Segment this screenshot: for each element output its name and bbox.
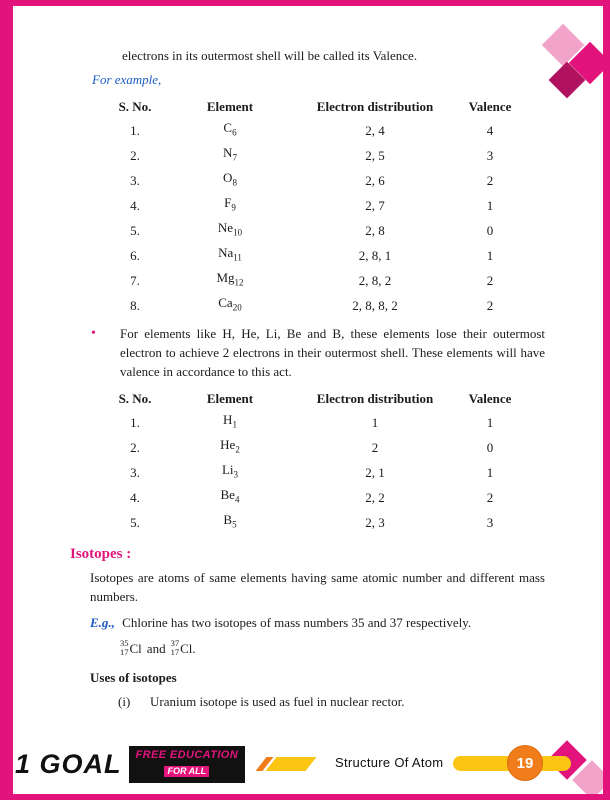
page-footer: [13, 742, 603, 788]
valence-table-2: [112, 387, 532, 535]
valence-cell: 2: [486, 273, 494, 288]
distribution-cell: 2, 7: [365, 198, 385, 213]
table-row: [112, 435, 532, 460]
sno-cell: 4.: [130, 198, 140, 213]
valence-cell: 1: [486, 465, 494, 480]
element-cell: $Mg_{12}$: [216, 270, 244, 288]
distribution-cell: 2, 8, 1: [358, 248, 392, 263]
decorative-bar: [453, 756, 571, 771]
mass-number: 35: [120, 638, 129, 648]
valence-cell: 1: [486, 415, 494, 430]
eg-text: Chlorine has two isotopes of mass numbers 35 and 37 respectively.: [122, 615, 472, 630]
bullet-icon: •: [91, 326, 96, 341]
element-cell: $H_1$: [223, 412, 237, 430]
sno-cell: 8.: [130, 298, 140, 313]
distribution-cell: 1: [371, 415, 379, 430]
valence-cell: 3: [486, 148, 494, 163]
table-row: [112, 118, 532, 143]
element-cell: $Na_{11}$: [218, 245, 242, 263]
sno-cell: 5.: [130, 223, 140, 238]
nuclide-numbers: [171, 639, 180, 657]
sno-cell: 7.: [130, 273, 140, 288]
page-border-right: [603, 0, 610, 800]
sno-cell: 2.: [130, 148, 140, 163]
valence-cell: 2: [486, 490, 494, 505]
header-element: Element: [206, 99, 254, 114]
list-item-text: Uranium isotope is used as fuel in nuclear rector.: [150, 694, 405, 709]
table-header-row: [112, 95, 532, 118]
mass-number: 37: [170, 638, 180, 648]
page-border-top: [0, 0, 610, 6]
page-border-left: [0, 0, 13, 800]
nuclide-numbers: [120, 639, 129, 657]
goal-logo: [15, 746, 245, 783]
bullet-text: For elements like H, He, Li, Be and B, these elements lose their outermost electron to achieve 2 electrons in their outermost shell. These elements will have valence in accordance to this act.: [120, 326, 545, 379]
table-row: [112, 460, 532, 485]
page-content: [13, 6, 603, 711]
valence-cell: 3: [486, 515, 494, 530]
header-sno: S. No.: [118, 99, 152, 114]
eg-label: E.g.,: [90, 615, 115, 630]
decorative-arrow-shape: [266, 757, 317, 771]
table-row: [112, 293, 532, 318]
table-row: [112, 243, 532, 268]
distribution-cell: 2, 2: [365, 490, 385, 505]
atomic-number: 17: [120, 647, 129, 657]
sno-cell: 1.: [130, 123, 140, 138]
sno-cell: 3.: [130, 173, 140, 188]
header-sno: S. No.: [118, 391, 152, 406]
header-distribution: Electron distribution: [316, 99, 434, 114]
table-header-row: [112, 387, 532, 410]
sno-cell: 6.: [130, 248, 140, 263]
sno-cell: 2.: [130, 440, 140, 455]
header-valence: Valence: [468, 391, 512, 406]
sno-cell: 4.: [130, 490, 140, 505]
element-symbol: Cl.: [180, 640, 196, 656]
table-row: [112, 168, 532, 193]
valence-cell: 0: [486, 223, 494, 238]
valence-cell: 1: [486, 248, 494, 263]
isotopes-paragraph: Isotopes are atoms of same elements having same atomic number and different mass numbers.: [90, 570, 545, 604]
valence-cell: 2: [486, 298, 494, 313]
table-row: [112, 143, 532, 168]
table-row: [112, 218, 532, 243]
element-cell: $Be_4$: [220, 487, 240, 505]
valence-cell: 1: [486, 198, 494, 213]
element-cell: $C_6$: [223, 120, 237, 138]
isotope-notation-line: [120, 637, 545, 659]
table-row: [112, 410, 532, 435]
element-cell: $N_7$: [223, 145, 237, 163]
element-cell: $He_2$: [220, 437, 240, 455]
distribution-cell: 2: [371, 440, 379, 455]
header-element: Element: [206, 391, 254, 406]
element-cell: $Ca_{20}$: [218, 295, 242, 313]
page-border-bottom: [0, 794, 610, 800]
for-example-label: For example,: [92, 72, 162, 87]
intro-line: electrons in its outermost shell will be called its Valence.: [122, 48, 418, 63]
distribution-cell: 2, 1: [365, 465, 385, 480]
element-cell: $F_9$: [224, 195, 236, 213]
distribution-cell: 2, 5: [365, 148, 385, 163]
example-line: [90, 613, 545, 632]
distribution-cell: 2, 8: [365, 223, 385, 238]
table-body: [112, 118, 532, 318]
connector-text: and: [146, 640, 166, 656]
uses-heading: Uses of isotopes: [90, 670, 177, 685]
page-number-badge: [507, 745, 543, 781]
element-cell: $O_8$: [223, 170, 237, 188]
valence-cell: 4: [486, 123, 494, 138]
header-distribution: Electron distribution: [316, 391, 434, 406]
element-cell: $Li_3$: [221, 462, 239, 480]
atomic-number: 17: [170, 647, 180, 657]
valence-cell: 2: [486, 173, 494, 188]
sno-cell: 1.: [130, 415, 140, 430]
list-marker: (i): [118, 694, 131, 709]
header-valence: Valence: [468, 99, 512, 114]
logo-text: 1 GOAL: [15, 749, 122, 779]
element-cell: $Ne_{10}$: [217, 220, 243, 238]
chapter-title: Structure Of Atom: [335, 755, 444, 770]
page-number: 19: [516, 754, 534, 772]
isotope-notation-cl37: [171, 639, 196, 658]
isotopes-heading: Isotopes :: [70, 546, 132, 562]
table-row: [112, 510, 532, 535]
distribution-cell: 2, 6: [365, 173, 385, 188]
valence-table-1: [112, 95, 532, 318]
logo-tagline-1: FREE EDUCATION: [135, 749, 239, 761]
isotope-notation-cl35: [120, 639, 142, 658]
logo-tagline-box: [129, 746, 246, 783]
sno-cell: 5.: [130, 515, 140, 530]
element-cell: $B_5$: [223, 512, 237, 530]
table-row: [112, 485, 532, 510]
distribution-cell: 2, 8, 8, 2: [352, 298, 398, 313]
table-row: [112, 193, 532, 218]
sno-cell: 3.: [130, 465, 140, 480]
element-symbol: Cl: [129, 640, 142, 656]
table-body: [112, 410, 532, 535]
uses-list-item: [118, 692, 545, 711]
table-row: [112, 268, 532, 293]
distribution-cell: 2, 4: [365, 123, 385, 138]
distribution-cell: 2, 8, 2: [358, 273, 392, 288]
logo-tagline-2: FOR ALL: [164, 766, 209, 777]
bullet-paragraph: [88, 324, 545, 381]
valence-cell: 0: [486, 440, 494, 455]
distribution-cell: 2, 3: [365, 515, 385, 530]
